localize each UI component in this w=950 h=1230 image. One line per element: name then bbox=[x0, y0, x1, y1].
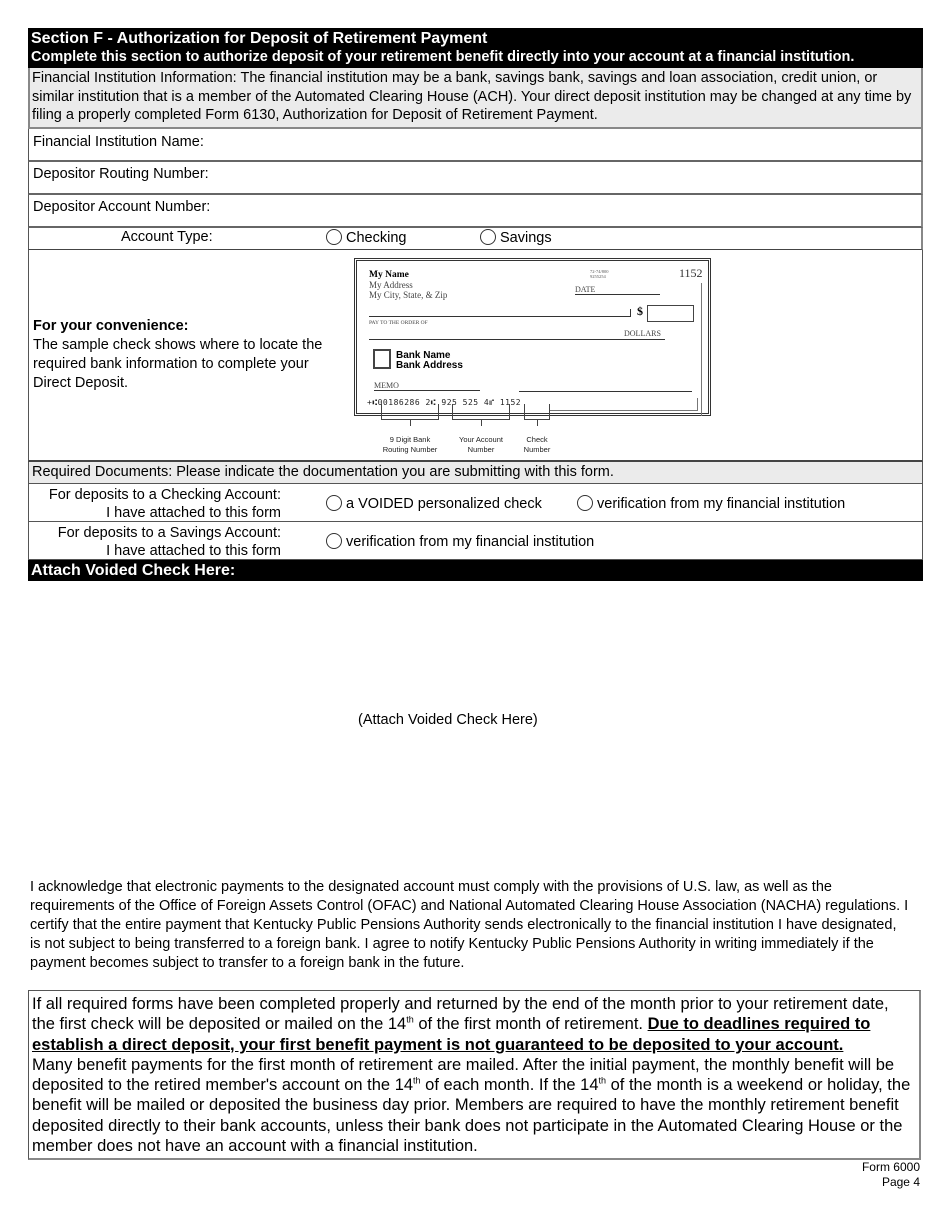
page-footer bbox=[862, 1160, 920, 1189]
check-caption-1: Check bbox=[526, 434, 548, 444]
savings-radio-option[interactable] bbox=[480, 229, 552, 246]
checking-label-line-1: For deposits to a Checking Account: bbox=[48, 486, 281, 503]
voided-check-radio-option[interactable] bbox=[326, 495, 542, 512]
check-number-bracket bbox=[524, 404, 550, 420]
account-type-row bbox=[28, 228, 923, 250]
notice-text: Many benefit payments for the first month of retirement are mailed. After the initial payment, the monthly benefit will be deposited to the retired member's account on the 14 bbox=[32, 1055, 895, 1095]
notice-text: of each month. If the 14 bbox=[420, 1076, 599, 1095]
routing-number-label: Depositor Routing Number: bbox=[33, 165, 209, 182]
savings-label: Savings bbox=[500, 229, 552, 246]
form-number: Form 6000 bbox=[861, 1160, 920, 1174]
check-bank-address: Bank Address bbox=[396, 359, 463, 371]
routing-caption bbox=[369, 435, 451, 455]
account-type-label: Account Type: bbox=[121, 228, 213, 245]
required-documents-header: Required Documents: Please indicate the documentation you are submitting with this form. bbox=[28, 462, 923, 484]
check-connector-line bbox=[550, 398, 698, 411]
convenience-row bbox=[28, 250, 923, 462]
checking-documents-row bbox=[28, 484, 923, 522]
superscript-th: th bbox=[413, 1075, 421, 1086]
check-address-line: My Address bbox=[369, 279, 413, 290]
check-amount-box bbox=[647, 305, 694, 322]
check-fraction bbox=[590, 269, 609, 279]
institution-info: Financial Institution Information: The financial institution may be a bank, savings bank, savings and loan association, credit union, or similar institution that is a member of the Automated Clearing House (ACH). Your direct deposit institution may be changed at any time by filing a properly completed Form 6130, Authorization for Deposit of Retirement Payment. bbox=[28, 68, 923, 129]
notice-text: of the first month of retirement. bbox=[413, 1015, 648, 1034]
savings-documents-label bbox=[58, 524, 281, 560]
routing-bracket bbox=[381, 404, 439, 420]
account-number-field[interactable] bbox=[28, 195, 923, 228]
check-pay-tick bbox=[630, 309, 631, 317]
routing-number-field[interactable] bbox=[28, 162, 923, 195]
savings-label-line-1: For deposits to a Savings Account: bbox=[57, 524, 281, 541]
check-pay-to-label: PAY TO THE ORDER OF bbox=[369, 319, 428, 326]
superscript-th: th bbox=[598, 1075, 607, 1086]
radio-button-icon[interactable] bbox=[577, 495, 593, 511]
bracket-stem bbox=[410, 420, 411, 426]
check-caption-2: Number bbox=[523, 444, 551, 454]
check-right-line bbox=[701, 283, 702, 416]
check-city-line: My City, State, & Zip bbox=[369, 289, 448, 300]
dollar-sign-icon: $ bbox=[637, 303, 643, 318]
notice-text: of the month is a weekend or holiday, the benefit will be mailed or deposited the business day prior. Members are required to have the monthly retirement benefit deposited directly to their bank accounts, unless their bank does not participate in the Automated Clearing House or the member does not have an account with a financial institution. bbox=[32, 1076, 911, 1156]
radio-button-icon[interactable] bbox=[326, 533, 342, 549]
account-caption-1: Your Account bbox=[459, 434, 503, 444]
voided-check-label: a VOIDED personalized check bbox=[346, 495, 542, 512]
checking-verification-label: verification from my financial institution bbox=[597, 495, 846, 512]
attach-check-header: Attach Voided Check Here: bbox=[28, 560, 923, 581]
check-dollars-line bbox=[369, 339, 665, 340]
savings-verification-label: verification from my financial institution bbox=[346, 533, 595, 550]
section-header bbox=[28, 28, 923, 68]
section-title: Section F - Authorization for Deposit of Retirement Payment bbox=[31, 30, 488, 47]
sample-check bbox=[354, 258, 711, 416]
savings-verification-radio-option[interactable] bbox=[326, 533, 594, 550]
account-caption-2: Number bbox=[467, 444, 495, 454]
page-number: Page 4 bbox=[881, 1174, 920, 1189]
checking-radio-option[interactable] bbox=[326, 229, 406, 246]
notice-warning: Due to deadlines required to establish a direct deposit, your first benefit payment is not guaranteed to be deposited to your account. bbox=[32, 1015, 871, 1054]
notice-text: If all required forms have been completed properly and returned by the end of the month prior to your retirement date, the first check will be deposited or mailed on the 14 bbox=[32, 995, 889, 1034]
superscript-th: th bbox=[406, 1014, 414, 1025]
check-fraction-1: 72-74/800 bbox=[590, 268, 609, 274]
check-micr-line: +⑆00186286 2⑆ 925 525 4⑈ 1152 bbox=[367, 397, 522, 407]
attach-check-placeholder: (Attach Voided Check Here) bbox=[358, 712, 538, 728]
account-caption bbox=[446, 435, 516, 455]
bracket-stem bbox=[537, 420, 538, 426]
check-dollars-label: DOLLARS bbox=[624, 328, 661, 338]
bank-logo-icon bbox=[373, 349, 391, 369]
radio-button-icon[interactable] bbox=[326, 495, 342, 511]
section-subtitle: Complete this section to authorize deposit of your retirement benefit directly into your account at a financial institution. bbox=[31, 49, 855, 65]
savings-label-line-2: I have attached to this form bbox=[106, 542, 281, 559]
check-number-caption bbox=[517, 435, 557, 455]
check-bank-info bbox=[396, 351, 463, 371]
convenience-heading: For your convenience: bbox=[33, 317, 189, 334]
check-fraction-2: 9255254 bbox=[590, 273, 606, 279]
check-signature-line bbox=[519, 391, 692, 392]
checking-verification-radio-option[interactable] bbox=[577, 495, 845, 512]
check-number: 1152 bbox=[679, 265, 703, 280]
checking-documents-label bbox=[49, 486, 281, 522]
account-number-label: Depositor Account Number: bbox=[33, 198, 211, 215]
convenience-text bbox=[33, 317, 333, 393]
radio-button-icon[interactable] bbox=[480, 229, 496, 245]
form-page bbox=[28, 28, 923, 1156]
check-memo-label: MEMO bbox=[374, 381, 480, 391]
routing-caption-1: 9 Digit Bank bbox=[389, 434, 431, 444]
check-bank-name: Bank Name bbox=[396, 349, 451, 361]
routing-caption-2: Routing Number bbox=[382, 444, 438, 454]
deposit-notice-box bbox=[28, 990, 921, 1160]
institution-name-field[interactable] bbox=[28, 129, 923, 162]
check-date-label: DATE bbox=[575, 285, 660, 295]
check-pay-line bbox=[369, 316, 631, 317]
convenience-body: The sample check shows where to locate the required bank information to complete your Direct Deposit. bbox=[33, 336, 323, 391]
check-address bbox=[369, 280, 447, 300]
checking-label: Checking bbox=[346, 229, 407, 246]
checking-label-line-2: I have attached to this form bbox=[106, 504, 281, 521]
check-name: My Name bbox=[369, 269, 409, 280]
radio-button-icon[interactable] bbox=[326, 229, 342, 245]
savings-documents-row bbox=[28, 522, 923, 560]
bracket-stem bbox=[481, 420, 482, 426]
institution-name-label: Financial Institution Name: bbox=[33, 133, 204, 150]
account-bracket bbox=[452, 404, 510, 420]
acknowledgment-text: I acknowledge that electronic payments to the designated account must comply with the provisions of U.S. law, as well as the requirements of the Office of Foreign Assets Control (OFAC) and National Automated Clearing House Association (NACHA) regulations. I certify that the entire payment that Kentucky Public Pensions Authority sends electronically to the financial institution I have designated, is not subject to being transferred to a foreign bank. I agree to notify Kentucky Public Pensions Authority in writing immediately if the payment becomes subject to transfer to a foreign bank in the future. bbox=[30, 879, 909, 971]
